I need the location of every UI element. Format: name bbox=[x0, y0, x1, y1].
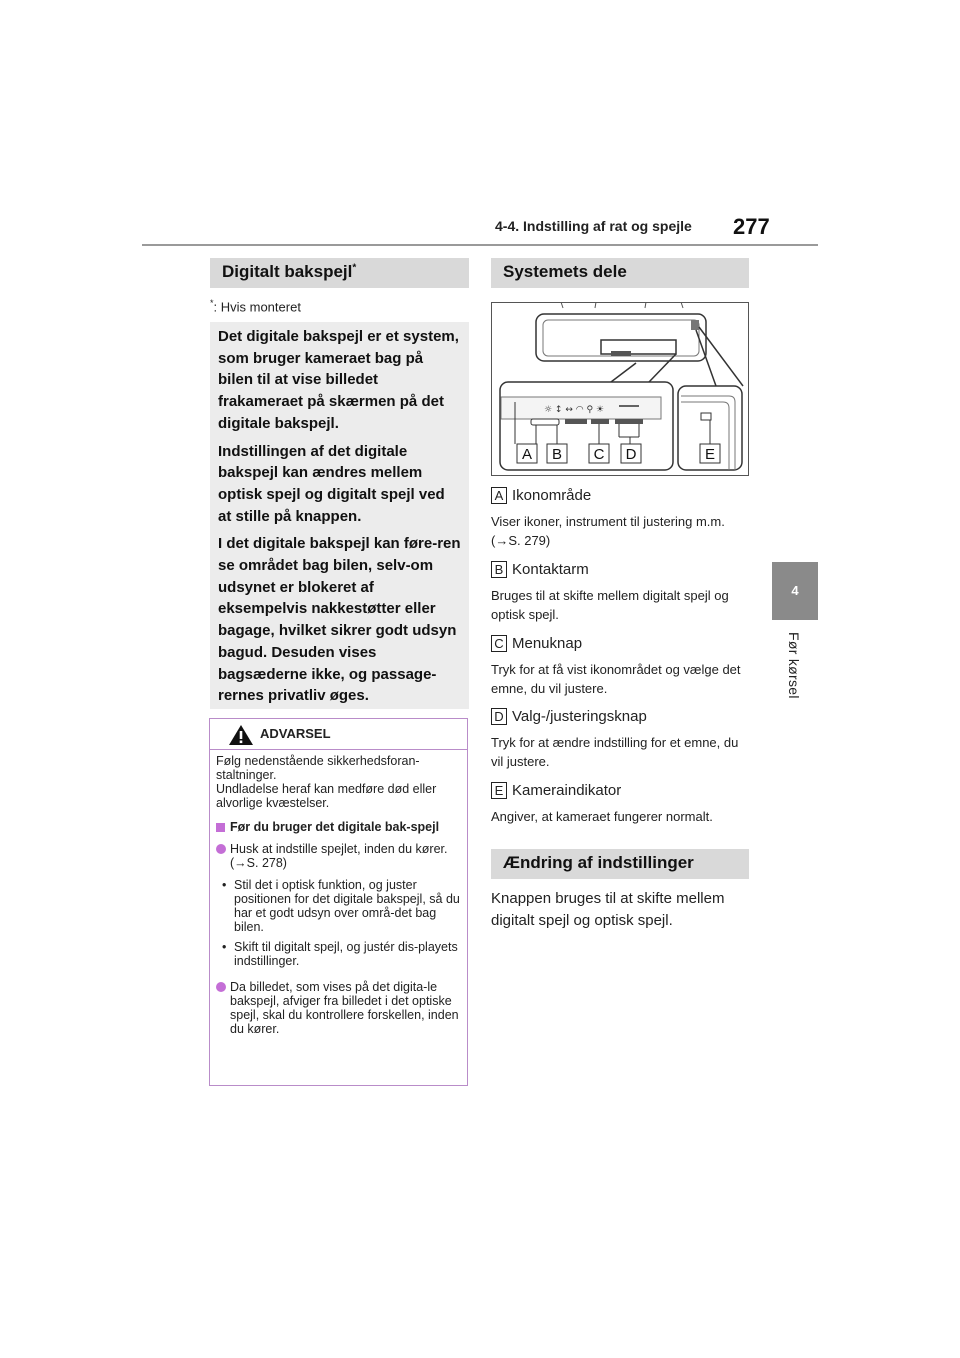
diagram-label-e: E bbox=[704, 446, 716, 463]
part-description: Angiver, at kameraet fungerer normalt. bbox=[491, 809, 713, 824]
part-description: Tryk for at ændre indstilling for et emne, du vil justere. bbox=[491, 735, 739, 769]
part-letter-badge: A bbox=[491, 487, 507, 504]
part-title: Menuknap bbox=[512, 635, 583, 652]
bullet-mark: • bbox=[222, 940, 227, 954]
warning-point bbox=[216, 980, 461, 1036]
part-c bbox=[491, 635, 749, 698]
warning-point bbox=[216, 842, 461, 870]
part-title: Kameraindikator bbox=[512, 782, 622, 799]
section-title: 4-4. Indstilling af rat og spejle bbox=[495, 218, 692, 234]
intro-box bbox=[210, 322, 469, 709]
part-d bbox=[491, 708, 749, 771]
part-letter-badge: C bbox=[491, 635, 507, 652]
diagram-label-c: C bbox=[593, 446, 605, 463]
svg-text:☼ ↕ ↔ ◠ ⚲ ☀: ☼ ↕ ↔ ◠ ⚲ ☀ bbox=[544, 405, 604, 415]
section-heading-digital-mirror bbox=[210, 258, 469, 288]
point-text: Husk at indstille spejlet, inden du kører. (→S. 278) bbox=[230, 842, 448, 870]
part-a bbox=[491, 487, 749, 550]
diagram-label-b: B bbox=[551, 446, 563, 463]
part-letter-badge: E bbox=[491, 782, 507, 799]
diagram-label-d: D bbox=[625, 446, 637, 463]
square-bullet-icon bbox=[216, 823, 225, 832]
part-title: Valg-/justeringsknap bbox=[512, 708, 647, 725]
intro-paragraph: Indstillingen af det digitale bakspejl kan ændres mellem optisk spejl og digitalt spejl ved at stille på knappen. bbox=[218, 442, 445, 525]
footnote-text: : Hvis monteret bbox=[213, 299, 301, 315]
warning-bullet bbox=[222, 878, 461, 934]
chapter-tab: 4 bbox=[772, 562, 818, 620]
part-e bbox=[491, 782, 749, 826]
part-title: Ikonområde bbox=[512, 487, 592, 504]
footnote-mark: * bbox=[210, 298, 214, 308]
warning-label: ADVARSEL bbox=[260, 726, 331, 741]
part-description: Bruges til at skifte mellem digitalt spejl og optisk spejl. bbox=[491, 588, 729, 622]
warning-line: Følg nedenstående sikkerhedsforan-staltninger. bbox=[216, 754, 420, 782]
part-b bbox=[491, 561, 749, 624]
header-rule bbox=[142, 244, 818, 246]
part-title: Kontaktarm bbox=[512, 561, 589, 578]
dot-bullet-icon bbox=[216, 982, 226, 992]
bullet-text: Skift til digitalt spejl, og justér dis-playets indstillinger. bbox=[234, 940, 458, 968]
part-letter-badge: D bbox=[491, 708, 507, 725]
warning-line: Undladelse heraf kan medføre død eller alvorlige kvæstelser. bbox=[216, 782, 437, 810]
part-letter-badge: B bbox=[491, 561, 507, 578]
subhead-text: Før du bruger det digitale bak-spejl bbox=[230, 820, 440, 834]
footnote bbox=[210, 298, 301, 314]
warning-text bbox=[216, 754, 461, 810]
section-heading-change-settings: Ændring af indstillinger bbox=[491, 849, 749, 879]
point-text: Da billedet, som vises på det digita-le bakspejl, afviger fra billedet i det optiske spejl, skal du kontrollere forskellen, inden du kører. bbox=[230, 980, 459, 1036]
footnote-mark: * bbox=[352, 262, 357, 274]
warning-subhead bbox=[216, 820, 461, 834]
part-description: Viser ikoner, instrument til justering m.m. (→S. 279) bbox=[491, 514, 725, 548]
warning-bullet bbox=[222, 940, 461, 968]
bullet-mark: • bbox=[222, 878, 227, 892]
warning-icon bbox=[228, 724, 254, 746]
dot-bullet-icon bbox=[216, 844, 226, 854]
page-number: 277 bbox=[733, 214, 770, 239]
intro-paragraph: I det digitale bakspejl kan føre-ren se området bag bilen, selv-om udsynet er blokeret af eksempelvis nakkestøtter eller bagage, hvilket sikrer godt udsyn bagud. Desuden vises bagsæderne ikke, og passage-rernes privatliv øges. bbox=[218, 535, 461, 705]
bullet-text: Stil det i optisk funktion, og juster positionen for det digitale bakspejl, så du har et godt udsyn over områ-det bag bilen. bbox=[234, 878, 460, 934]
intro-paragraph: Det digitale bakspejl er et system, som bruger kameraet bag på bilen til at vise billedet frakameraet på skærmen på det digitale bakspejl. bbox=[218, 328, 459, 432]
warning-header bbox=[210, 719, 467, 750]
chapter-label: Før kørsel bbox=[786, 632, 802, 699]
part-description: Tryk for at få vist ikonområdet og vælge det emne, du vil justere. bbox=[491, 662, 741, 696]
change-settings-text: Knappen bruges til at skifte mellem digitalt spejl og optisk spejl. bbox=[491, 890, 725, 929]
diagram-label-a: A bbox=[521, 446, 533, 463]
warning-box bbox=[209, 718, 468, 1086]
section-heading-system-parts: Systemets dele bbox=[491, 258, 749, 288]
mirror-diagram bbox=[491, 302, 749, 476]
heading-text: Digitalt bakspejl bbox=[222, 262, 353, 281]
